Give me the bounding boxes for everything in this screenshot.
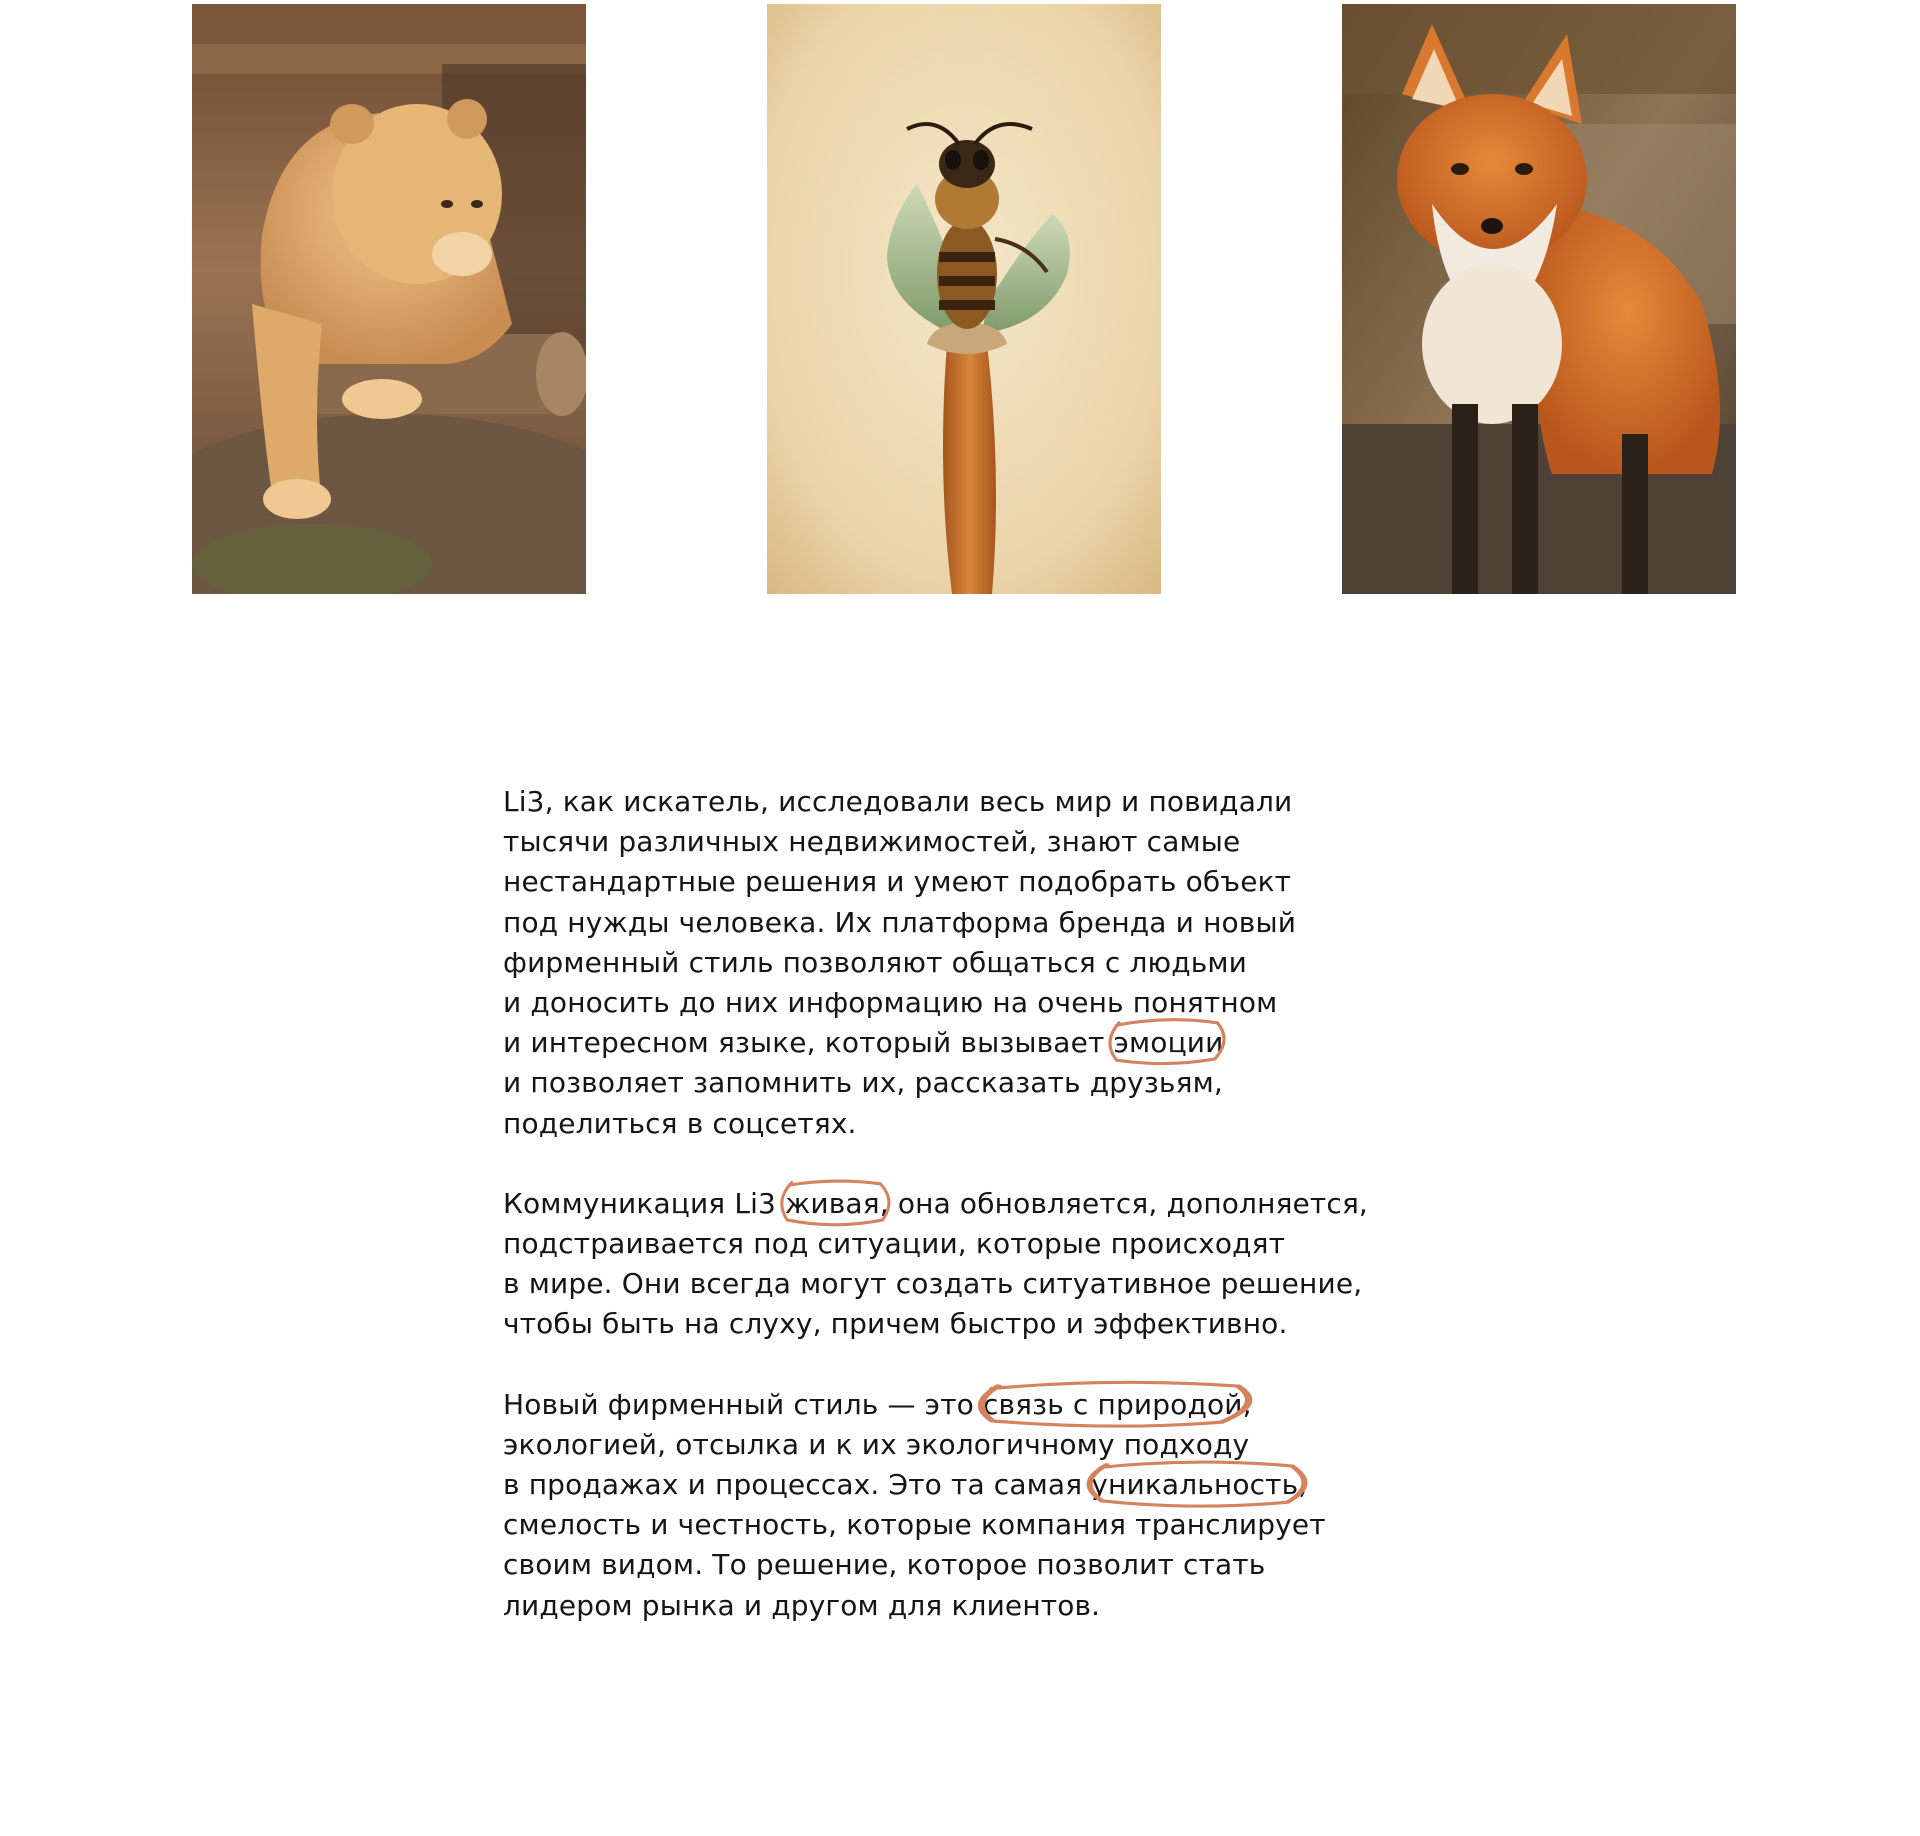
- fox-photo: [1342, 4, 1736, 594]
- fox-image: [1342, 4, 1736, 594]
- highlight-uniqueness: [1091, 1465, 1307, 1505]
- paragraph-2: [503, 1184, 1453, 1345]
- lioness-photo: [192, 4, 586, 594]
- text-line: поделиться в соцсетях.: [503, 1106, 857, 1140]
- text-line: [503, 1184, 1453, 1224]
- highlight-text: эмоции: [1113, 1026, 1224, 1060]
- text-line: лидером рынка и другом для клиентов.: [503, 1588, 1101, 1622]
- text-segment: Новый фирменный стиль — это: [503, 1387, 983, 1421]
- text-segment: Коммуникация Li3: [503, 1186, 786, 1220]
- bee-image: [767, 4, 1161, 594]
- highlight-emotions: [1114, 1023, 1224, 1063]
- text-line: под нужды человека. Их платформа бренда и новый: [503, 905, 1297, 939]
- text-line: чтобы быть на слуху, причем быстро и эффективно.: [503, 1307, 1288, 1341]
- article-text: [503, 782, 1453, 1626]
- highlight-text: живая,: [785, 1186, 889, 1220]
- highlight-text: связь с природой,: [982, 1387, 1252, 1421]
- highlight-alive: [785, 1184, 889, 1224]
- highlight-nature: [983, 1385, 1252, 1425]
- text-line: своим видом. То решение, которое позволит стать: [503, 1548, 1266, 1582]
- paragraph-3: [503, 1385, 1453, 1626]
- lioness-image: [192, 4, 586, 594]
- text-line: подстраивается под ситуации, которые происходят: [503, 1227, 1286, 1261]
- text-segment: в продажах и процессах. Это та самая: [503, 1468, 1092, 1502]
- text-line: [503, 1023, 1453, 1063]
- text-line: нестандартные решения и умеют подобрать объект: [503, 865, 1292, 899]
- text-segment: она обновляется, дополняется,: [888, 1186, 1368, 1220]
- text-line: фирменный стиль позволяют общаться с людьми: [503, 945, 1248, 979]
- bee-photo: [767, 4, 1161, 594]
- text-line: тысячи различных недвижимостей, знают самые: [503, 825, 1241, 859]
- text-line: [503, 1385, 1453, 1425]
- text-line: смелость и честность, которые компания транслирует: [503, 1508, 1326, 1542]
- text-line: в мире. Они всегда могут создать ситуативное решение,: [503, 1267, 1363, 1301]
- text-line: [503, 1465, 1453, 1505]
- text-line: Li3, как искатель, исследовали весь мир и повидали: [503, 785, 1293, 818]
- text-line: и доносить до них информацию на очень понятном: [503, 986, 1278, 1020]
- highlight-text: уникальность,: [1091, 1468, 1308, 1502]
- text-line: экологией, отсылка и к их экологичному подходу: [503, 1427, 1250, 1461]
- text-line: и позволяет запомнить их, рассказать друзьям,: [503, 1066, 1223, 1100]
- paragraph-1: [503, 782, 1453, 1144]
- text-segment: и интересном языке, который вызывает: [503, 1026, 1114, 1060]
